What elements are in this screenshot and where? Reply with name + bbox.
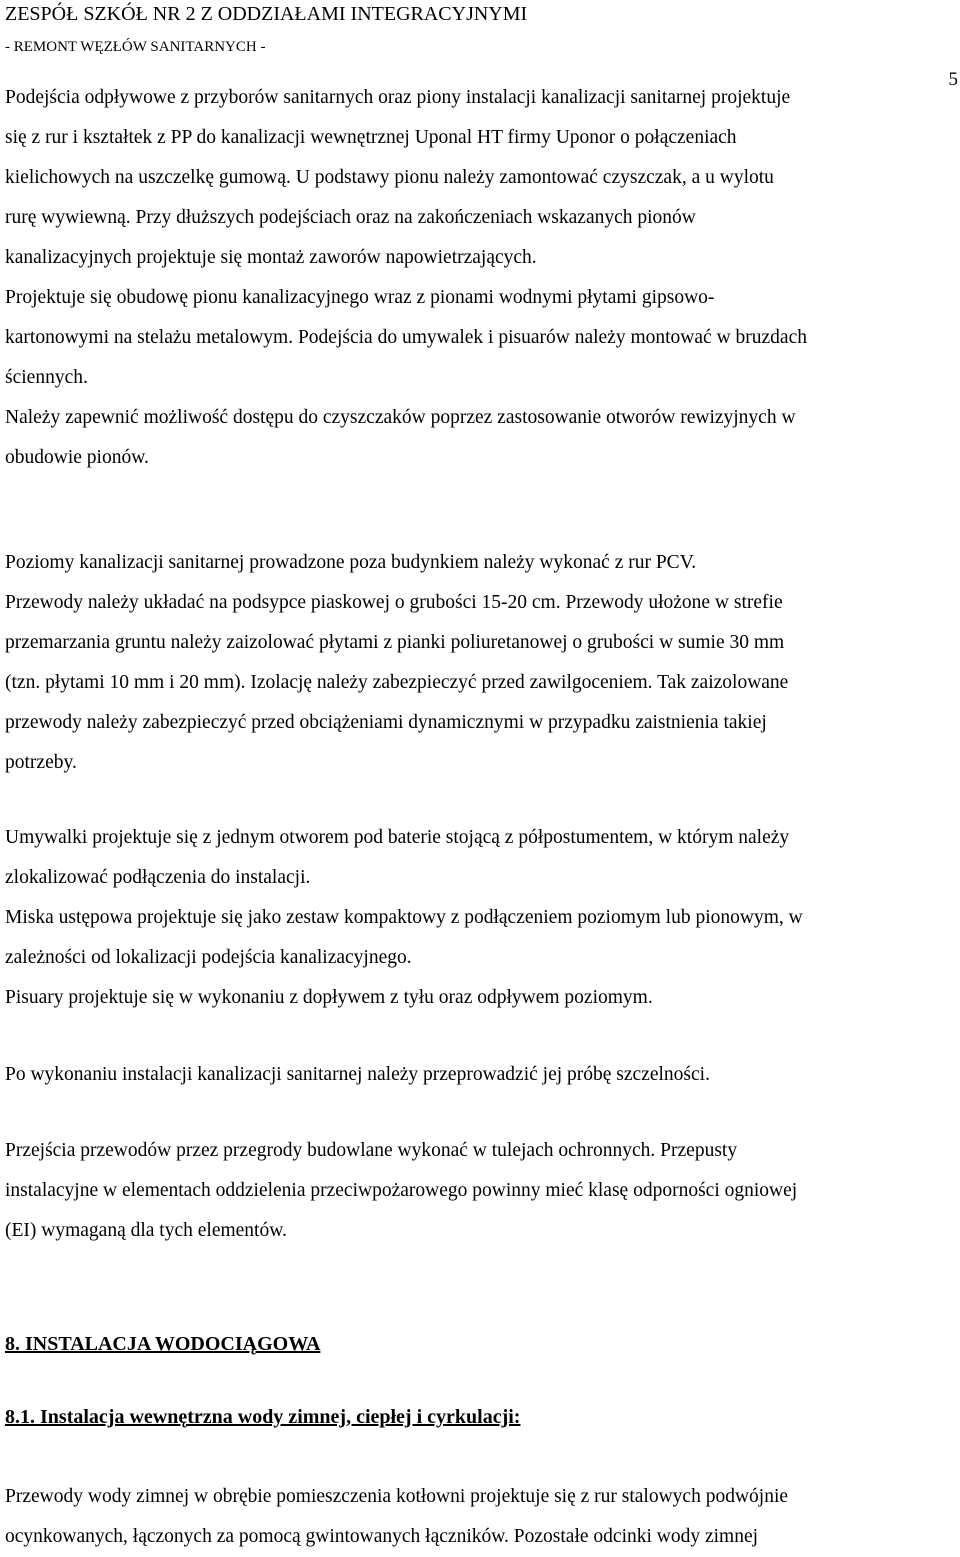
text-line: Należy zapewnić możliwość dostępu do czyszczaków poprzez zastosowanie otworów rewizyjnych w — [5, 407, 796, 428]
paragraph-drainage-pipes — [5, 78, 960, 478]
text-line: Pisuary projektuje się w wykonaniu z dopływem z tyłu oraz odpływem poziomym. — [5, 987, 653, 1008]
subsection-heading: 8.1. Instalacja wewnętrzna wody zimnej, ciepłej i cyrkulacji: — [5, 1406, 521, 1428]
text-line: Miska ustępowa projektuje się jako zestaw kompaktowy z podłączeniem poziomym lub pionowym, w — [5, 907, 803, 928]
text-line: Podejścia odpływowe z przyborów sanitarnych oraz piony instalacji kanalizacji sanitarnej projektuje — [5, 87, 791, 108]
paragraph-external-sewers — [5, 543, 960, 783]
text-line: kanalizacyjnych projektuje się montaż zaworów napowietrzających. — [5, 247, 537, 268]
page-number: 5 — [948, 69, 958, 90]
text-line: Przejścia przewodów przez przegrody budowlane wykonać w tulejach ochronnych. Przepusty — [5, 1140, 738, 1161]
text-line: się z rur i kształtek z PP do kanalizacji wewnętrznej Uponal HT firmy Uponor o połączeniach — [5, 127, 737, 148]
text-line: Przewody należy układać na podsypce piaskowej o grubości 15-20 cm. Przewody ułożone w strefie — [5, 592, 783, 613]
text-line: zależności od lokalizacji podejścia kanalizacyjnego. — [5, 947, 412, 968]
paragraph-pipe-passages — [5, 1131, 960, 1251]
text-line: instalacyjne w elementach oddzielenia przeciwpożarowego powinny mieć klasę odporności ogniowej — [5, 1180, 798, 1201]
text-line: Po wykonaniu instalacji kanalizacji sanitarnej należy przeprowadzić jej próbę szczelności. — [5, 1064, 710, 1085]
text-line: ocynkowanych, łączonych za pomocą gwintowanych łączników. Pozostałe odcinki wody zimnej — [5, 1526, 759, 1547]
header-school-name: ZESPÓŁ SZKÓŁ NR 2 Z ODDZIAŁAMI INTEGRACYJNYMI — [5, 3, 528, 25]
text-line: obudowie pionów. — [5, 447, 149, 468]
section-heading: 8. INSTALACJA WODOCIĄGOWA — [5, 1333, 321, 1355]
text-line: kartonowymi na stelażu metalowym. Podejścia do umywalek i pisuarów należy montować w bruzdach — [5, 327, 807, 348]
paragraph-tightness-test — [5, 1055, 960, 1095]
text-line: Poziomy kanalizacji sanitarnej prowadzone poza budynkiem należy wykonać z rur PCV. — [5, 552, 697, 573]
text-line: (EI) wymaganą dla tych elementów. — [5, 1220, 287, 1241]
text-line: przewody należy zabezpieczyć przed obciążeniami dynamicznymi w przypadku zaistnienia takiej — [5, 712, 767, 733]
text-line: Projektuje się obudowę pionu kanalizacyjnego wraz z pionami wodnymi płytami gipsowo- — [5, 287, 715, 308]
text-line: przemarzania gruntu należy zaizolować płytami z pianki poliuretanowej o grubości w sumie 30 mm — [5, 632, 785, 653]
paragraph-cold-water — [5, 1477, 960, 1557]
text-line: potrzeby. — [5, 752, 77, 773]
header-project-title: - REMONT WĘZŁÓW SANITARNYCH - — [5, 39, 266, 55]
text-line: (tzn. płytami 10 mm i 20 mm). Izolację należy zabezpieczyć przed zawilgoceniem. Tak zaizolowane — [5, 672, 789, 693]
text-line: kielichowych na uszczelkę gumową. U podstawy pionu należy zamontować czyszczak, a u wylotu — [5, 167, 774, 188]
text-line: Umywalki projektuje się z jednym otworem pod baterie stojącą z półpostumentem, w którym należy — [5, 827, 790, 848]
text-line: zlokalizować podłączenia do instalacji. — [5, 867, 311, 888]
text-line: rurę wywiewną. Przy dłuższych podejściach oraz na zakończeniach wskazanych pionów — [5, 207, 696, 228]
text-line: ściennych. — [5, 367, 88, 388]
paragraph-fixtures — [5, 818, 960, 1018]
text-line: Przewody wody zimnej w obrębie pomieszczenia kotłowni projektuje się z rur stalowych podwójnie — [5, 1486, 789, 1507]
